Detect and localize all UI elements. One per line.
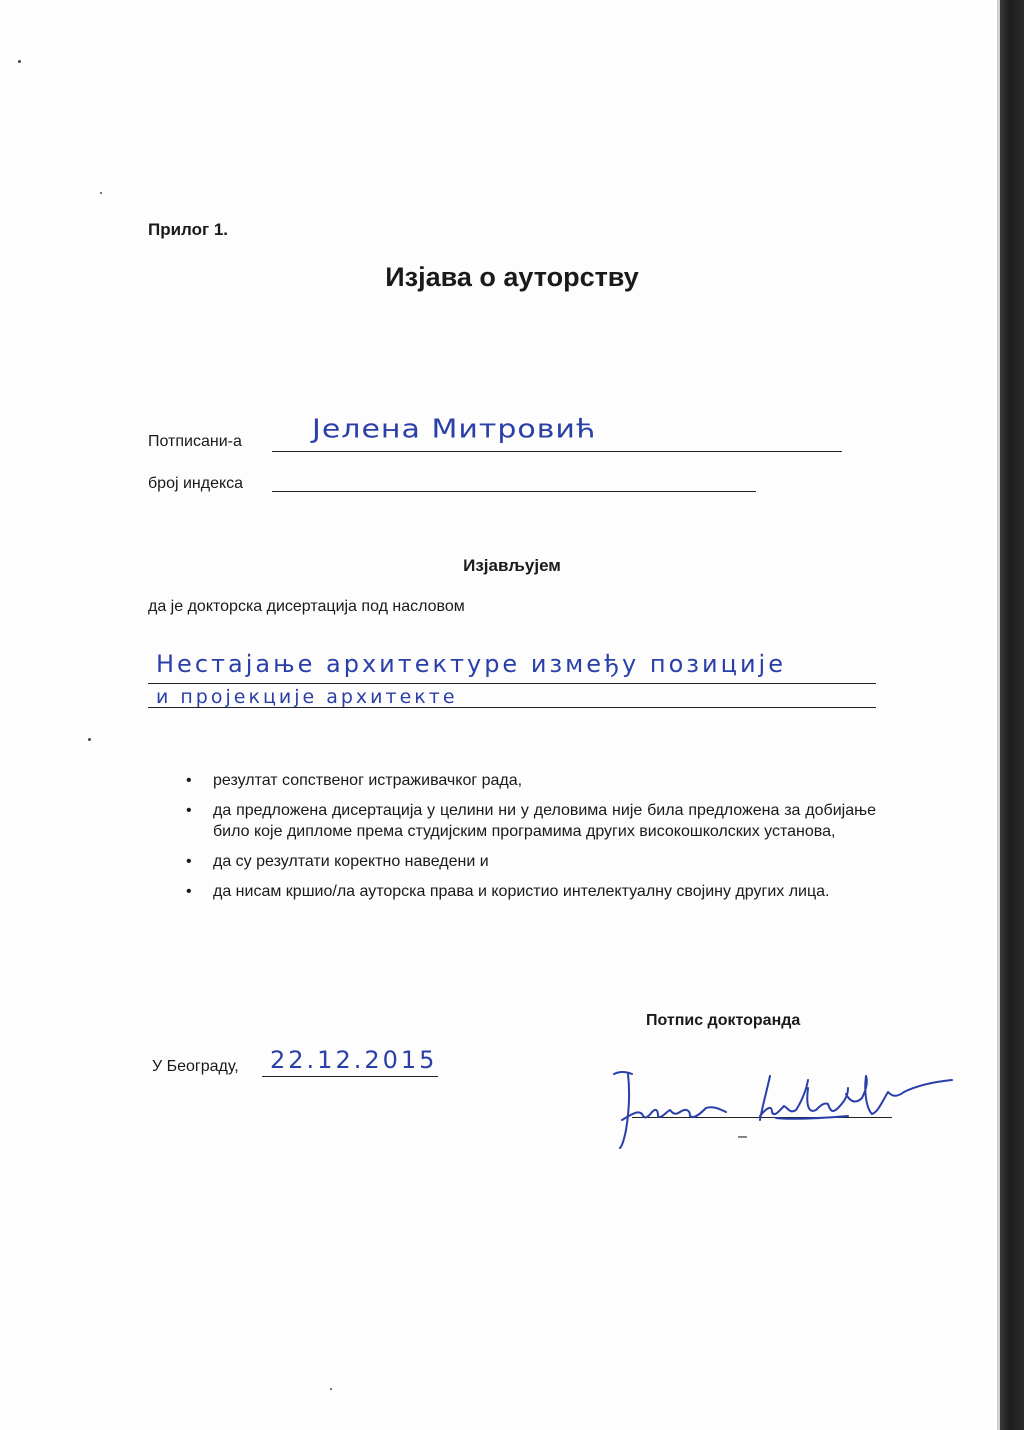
bullet-icon: • — [186, 883, 192, 900]
dissertation-title-line-1 — [148, 683, 876, 684]
list-item-text: да предложена дисертација у целини ни у деловима није била предложена за добијање било које дипломе према студијским програмима других високошколских установа, — [213, 802, 876, 840]
bullet-icon: • — [186, 802, 192, 819]
list-item — [186, 770, 876, 791]
list-item-text: да су резултати коректно наведени и — [213, 853, 489, 870]
signed-name-handwritten: Јелена Митровић — [312, 414, 597, 445]
scan-speck — [100, 192, 102, 194]
date-handwritten: 22.12.2015 — [270, 1046, 438, 1074]
signature-icon — [600, 1062, 1000, 1162]
signed-name-line — [272, 451, 842, 452]
signature-label: Потпис докторанда — [646, 1012, 801, 1029]
annex-label: Прилог 1. — [148, 220, 228, 239]
page-title: Изјава о ауторству — [385, 262, 639, 292]
scan-speck — [330, 1388, 332, 1390]
bullet-icon: • — [186, 853, 192, 870]
scan-speck — [18, 60, 21, 63]
dissertation-title-handwritten-1: Нестајање архитектуре између позиције — [156, 650, 786, 678]
bullet-icon: • — [186, 772, 192, 789]
scan-speck — [88, 738, 91, 741]
list-item — [186, 851, 876, 872]
index-line — [272, 491, 756, 492]
index-label: број индекса — [148, 475, 244, 492]
signed-label: Потписани-а — [148, 433, 242, 450]
list-item-text: резултат сопственог истраживачког рада, — [213, 772, 523, 789]
dissertation-title-handwritten-2: и пројекције архитекте — [156, 686, 458, 708]
declare-heading: Изјављујем — [463, 556, 561, 575]
date-line — [262, 1076, 438, 1077]
list-item — [186, 800, 876, 842]
list-item-text: да нисам кршио/ла ауторска права и користио интелектуалну својину других лица. — [213, 883, 830, 900]
intro-text: да је докторска дисертација под насловом — [148, 598, 465, 615]
scan-edge — [1000, 0, 1024, 1430]
place-label: У Београду, — [152, 1058, 239, 1075]
list-item — [186, 881, 876, 902]
dash-mark: – — [738, 1128, 747, 1145]
declaration-list — [186, 770, 876, 911]
